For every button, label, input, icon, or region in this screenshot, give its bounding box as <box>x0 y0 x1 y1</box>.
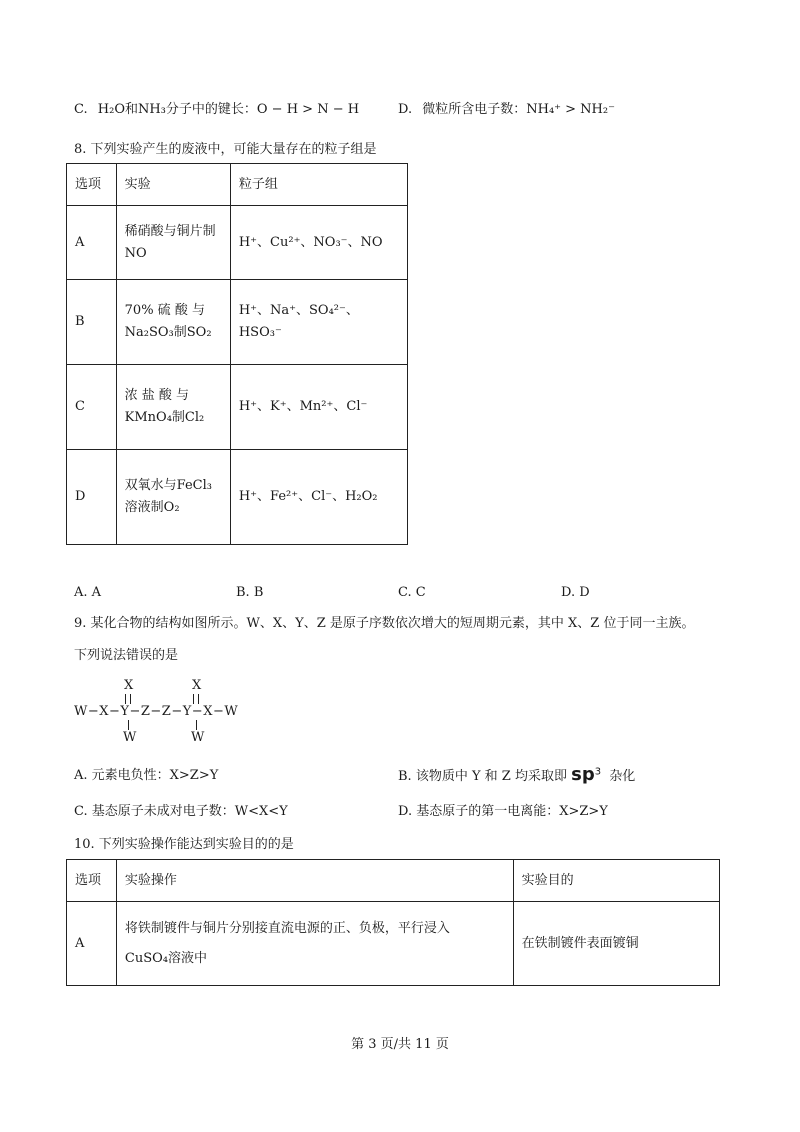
q8-table <box>66 163 408 545</box>
single-bond-mark <box>196 720 197 730</box>
operation-cell <box>116 902 513 986</box>
experiment-line: Na₂SO₃制SO₂ <box>124 325 212 340</box>
experiment-line: NO <box>124 245 147 261</box>
table-header-cell: 选项 <box>67 860 117 902</box>
experiment-line: 浓 盐 酸 与 <box>124 388 190 403</box>
q10-stem: 10. 下列实验操作能达到实验目的的是 <box>74 837 294 852</box>
option-cell: B <box>67 280 117 365</box>
operation-line: CuSO₄溶液中 <box>124 950 208 966</box>
table-header-cell: 实验操作 <box>116 860 513 902</box>
structure-bottom-w1: W <box>123 730 137 745</box>
experiment-line: 溶液制O₂ <box>124 500 180 515</box>
structure-bottom-w2: W <box>191 730 205 745</box>
option-cell: A <box>67 206 117 280</box>
q8-answer-a: A. A <box>74 585 102 600</box>
experiment-line: KMnO₄制Cl₂ <box>124 410 205 425</box>
option-cell: D <box>67 450 117 545</box>
double-bond-mark <box>193 694 199 704</box>
q7-option-c <box>74 100 359 120</box>
q9-option-a: A. 元素电负性：X>Z>Y <box>74 768 219 783</box>
experiment-cell <box>116 365 230 450</box>
q8-answer-d: D. D <box>561 585 590 600</box>
q7-option-c-label: C. <box>74 102 88 117</box>
q9-option-d: D. 基态原子的第一电离能：X>Z>Y <box>398 804 608 819</box>
table-row <box>67 450 408 545</box>
table-row <box>67 280 408 365</box>
q8-answer-b: B. B <box>236 585 264 600</box>
table-row <box>67 206 408 280</box>
q7-option-d-text: 微粒所含电子数：NH₄⁺ > NH₂⁻ <box>422 102 615 117</box>
table-header-cell: 实验目的 <box>513 860 719 902</box>
particles-cell: H⁺、K⁺、Mn²⁺、Cl⁻ <box>230 365 407 450</box>
option-cell: A <box>67 902 117 986</box>
particles-cell: H⁺、Fe²⁺、Cl⁻、H₂O₂ <box>230 450 407 545</box>
experiment-line: 稀硝酸与铜片制 <box>124 223 216 239</box>
structure-top-x1: X <box>124 678 134 693</box>
table-header-cell: 选项 <box>67 164 117 206</box>
q7-option-c-text: H₂O和NH₃分子中的键长：O − H > N − H <box>97 102 360 117</box>
q9-option-b-text: B. 该物质中 Y 和 Z 均采取即 <box>398 769 567 784</box>
q7-option-d <box>398 100 615 120</box>
double-bond-mark <box>125 694 131 704</box>
single-bond-mark <box>128 720 129 730</box>
experiment-cell <box>116 450 230 545</box>
q9-option-b <box>398 760 635 792</box>
table-header-row <box>67 164 408 206</box>
option-cell: C <box>67 365 117 450</box>
experiment-cell <box>116 280 230 365</box>
q8-stem: 8. 下列实验产生的废液中，可能大量存在的粒子组是 <box>74 142 377 157</box>
purpose-cell: 在铁制镀件表面镀铜 <box>513 902 719 986</box>
operation-line: 将铁制镀件与铜片分别接直流电源的正、负极，平行浸入 <box>124 920 450 936</box>
experiment-line: 70% 硫 酸 与 <box>124 303 205 318</box>
table-header-cell: 实验 <box>116 164 230 206</box>
particles-cell: H⁺、Cu²⁺、NO₃⁻、NO <box>230 206 407 280</box>
q10-table <box>66 859 720 986</box>
q8-answer-c: C. C <box>398 585 426 600</box>
particles-cell: H⁺、Na⁺、SO₄²⁻、HSO₃⁻ <box>230 280 407 365</box>
table-row <box>67 902 720 986</box>
table-header-cell: 粒子组 <box>230 164 407 206</box>
q9-option-b-tail: 杂化 <box>609 769 636 784</box>
structure-diagram <box>74 678 274 748</box>
q9-stem-line1: 9. 某化合物的结构如图所示。W、X、Y、Z 是原子序数依次增大的短周期元素，其中 X、Z 位于同一主族。 <box>74 616 695 631</box>
q9-stem-line2: 下列说法错误的是 <box>74 648 179 663</box>
table-header-row <box>67 860 720 902</box>
page-footer: 第 3 页/共 11 页 <box>351 1037 449 1052</box>
table-row <box>67 365 408 450</box>
structure-top-x2: X <box>192 678 202 693</box>
experiment-cell <box>116 206 230 280</box>
structure-chain: W−X−Y−Z−Z−Y−X−W <box>74 704 239 719</box>
sp-label: sp <box>571 764 595 785</box>
experiment-line: 双氧水与FeCl₃ <box>124 478 212 493</box>
sp-superscript: 3 <box>594 766 602 778</box>
q9-option-c: C. 基态原子未成对电子数：W<X<Y <box>74 804 288 819</box>
q7-option-d-label: D. <box>398 102 413 117</box>
